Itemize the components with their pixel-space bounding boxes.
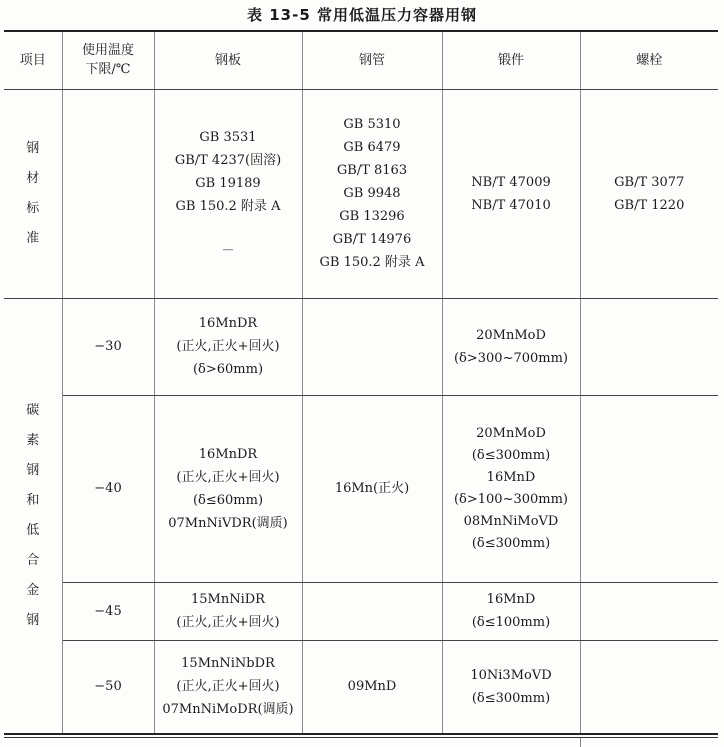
standard-item: GB/T 3077 bbox=[614, 174, 685, 190]
thickness-note: (δ≤300mm) bbox=[471, 690, 551, 706]
thickness-note: (δ≤100mm) bbox=[471, 615, 551, 630]
thickness-note: (δ≤60mm) bbox=[192, 492, 264, 508]
temp-cell: −50 bbox=[62, 640, 154, 734]
standard-item: GB 13296 bbox=[339, 209, 405, 224]
standards-plate-cell bbox=[154, 89, 302, 298]
category-char: 钢 bbox=[26, 462, 40, 478]
standard-item: GB 5310 bbox=[343, 117, 401, 132]
temp-cell: −30 bbox=[62, 298, 154, 395]
category-char: 和 bbox=[26, 492, 40, 508]
bolt-cell bbox=[580, 395, 718, 582]
category-carbon-low-alloy bbox=[4, 298, 62, 734]
steel-grade: 07MnNiVDR(调质) bbox=[168, 515, 288, 531]
category-char: 低 bbox=[26, 522, 40, 538]
steel-grade: 07MnNiMoDR(调质) bbox=[162, 702, 294, 718]
header-temperature-line2: 下限/℃ bbox=[85, 62, 131, 78]
standards-bolt-cell bbox=[580, 89, 718, 298]
standards-forging-cell bbox=[442, 89, 580, 298]
standard-item: GB 6479 bbox=[343, 140, 401, 155]
standard-item: GB/T 8163 bbox=[336, 163, 408, 178]
forging-cell bbox=[442, 640, 580, 734]
dash-mark: — bbox=[222, 243, 234, 256]
treatment-note: (正火,正火+回火) bbox=[176, 615, 280, 630]
continuation-rule bbox=[4, 737, 718, 738]
category-char: 钢 bbox=[26, 612, 40, 628]
standard-item: NB/T 47010 bbox=[471, 197, 551, 213]
category-char: 金 bbox=[26, 582, 40, 598]
forging-cell bbox=[442, 395, 580, 582]
steel-grade: 16MnDR bbox=[198, 446, 258, 462]
header-forging: 锻件 bbox=[442, 31, 580, 89]
thickness-note: (δ≤300mm) bbox=[471, 447, 551, 463]
thickness-note: (δ>60mm) bbox=[192, 362, 264, 377]
standard-item: GB 150.2 附录 A bbox=[175, 199, 281, 214]
pipe-cell bbox=[302, 582, 442, 640]
header-bolt: 螺栓 bbox=[580, 31, 718, 89]
header-temperature-line1: 使用温度 bbox=[81, 43, 134, 59]
steel-grade: 20MnMoD bbox=[476, 425, 546, 441]
bolt-cell bbox=[580, 582, 718, 640]
standard-item: GB 150.2 附录 A bbox=[319, 255, 425, 270]
header-row bbox=[4, 31, 718, 89]
standard-item: NB/T 47009 bbox=[471, 174, 551, 190]
header-temperature bbox=[62, 31, 154, 89]
category-char: 碳 bbox=[26, 402, 40, 418]
row-minus-50 bbox=[4, 640, 718, 734]
steel-grade: 16MnD bbox=[486, 469, 536, 485]
low-temp-steel-table bbox=[4, 30, 718, 735]
standard-item: GB 19189 bbox=[195, 176, 261, 191]
steel-grade: 20MnMoD bbox=[476, 327, 546, 343]
row-minus-40 bbox=[4, 395, 718, 582]
standard-item: GB/T 1220 bbox=[614, 197, 685, 213]
standards-pipe-cell bbox=[302, 89, 442, 298]
steel-grade: 09MnD bbox=[347, 679, 397, 695]
steel-grade: 16MnD bbox=[486, 592, 536, 607]
thickness-note: (δ≤300mm) bbox=[471, 535, 551, 551]
bolt-cell bbox=[580, 640, 718, 734]
standard-item: GB/T 4237(固溶) bbox=[174, 153, 282, 168]
category-char: 标 bbox=[26, 200, 40, 216]
row-minus-45 bbox=[4, 582, 718, 640]
thickness-note: (δ>300~700mm) bbox=[453, 350, 569, 366]
plate-cell bbox=[154, 298, 302, 395]
plate-cell bbox=[154, 640, 302, 734]
steel-grade: 15MnNiNbDR bbox=[181, 656, 275, 672]
bolt-cell bbox=[580, 298, 718, 395]
temp-cell: −40 bbox=[62, 395, 154, 582]
steel-grade: 16Mn(正火) bbox=[334, 481, 410, 496]
standards-row bbox=[4, 89, 718, 298]
table-title: 表 13-5 常用低温压力容器用钢 bbox=[247, 6, 477, 24]
category-standards bbox=[4, 89, 62, 298]
category-char: 素 bbox=[26, 432, 40, 448]
category-char: 材 bbox=[26, 170, 40, 186]
plate-cell bbox=[154, 582, 302, 640]
temp-cell: −45 bbox=[62, 582, 154, 640]
header-item: 项目 bbox=[4, 31, 62, 89]
row-minus-30 bbox=[4, 298, 718, 395]
pipe-cell bbox=[302, 298, 442, 395]
standard-item: GB 9948 bbox=[343, 186, 401, 201]
standards-temp-cell bbox=[62, 89, 154, 298]
thickness-note: (δ>100~300mm) bbox=[453, 491, 569, 507]
category-char: 合 bbox=[26, 552, 40, 568]
pipe-cell bbox=[302, 640, 442, 734]
header-pipe: 钢管 bbox=[302, 31, 442, 89]
category-char: 钢 bbox=[26, 140, 40, 156]
treatment-note: (正火,正火+回火) bbox=[176, 679, 280, 695]
pipe-cell bbox=[302, 395, 442, 582]
header-plate: 钢板 bbox=[154, 31, 302, 89]
plate-cell bbox=[154, 395, 302, 582]
steel-grade: 16MnDR bbox=[198, 316, 258, 331]
forging-cell bbox=[442, 582, 580, 640]
forging-cell bbox=[442, 298, 580, 395]
steel-grade: 15MnNiDR bbox=[191, 592, 265, 607]
treatment-note: (正火,正火+回火) bbox=[176, 469, 280, 485]
steel-grade: 08MnNiMoVD bbox=[463, 513, 559, 529]
category-char: 准 bbox=[26, 230, 40, 246]
steel-grade: 10Ni3MoVD bbox=[470, 667, 552, 683]
standard-item: GB/T 14976 bbox=[332, 232, 412, 247]
standard-item: GB 3531 bbox=[199, 130, 257, 145]
treatment-note: (正火,正火+回火) bbox=[176, 339, 280, 354]
